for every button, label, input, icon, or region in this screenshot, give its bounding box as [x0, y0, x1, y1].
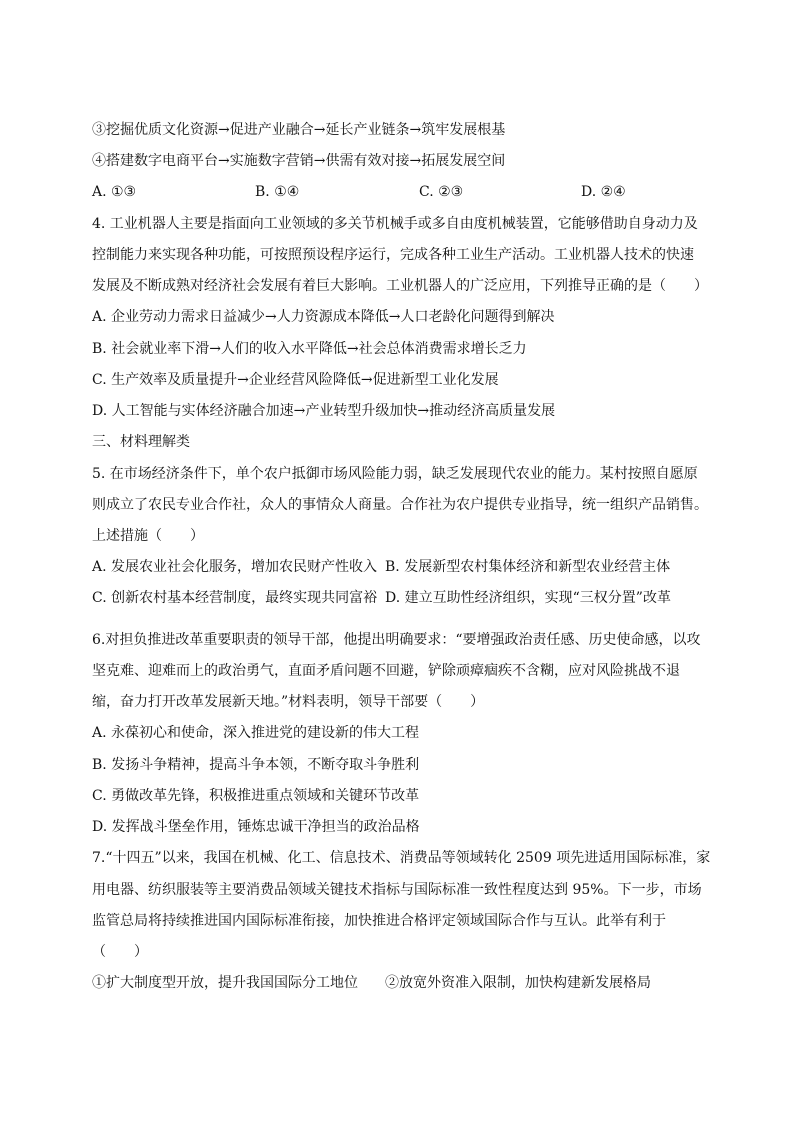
q7-item-1: ①扩大制度型开放，提升我国国际分工地位	[92, 975, 358, 991]
q5-option-a: A. 发展农业社会化服务，增加农民财产性收入	[92, 559, 378, 575]
q7-item-2: ②放宽外资准入限制，加快构建新发展格局	[385, 975, 651, 991]
q4-stem-line-2: 控制能力来实现各种功能，可按照预设程序运行，完成各种工业生产活动。工业机器人技术的快速	[92, 247, 694, 263]
q4-option-b: B. 社会就业率下滑→人们的收入水平降低→社会总体消费需求增长乏力	[92, 341, 527, 357]
q6-stem-line-3: 缩，奋力打开改革发展新天地。”材料表明，领导干部要（ ）	[92, 694, 485, 710]
q3-option-b: B. ①④	[255, 184, 300, 200]
q3-option-c: C. ②③	[419, 184, 464, 200]
q3-item-3: ③挖掘优质文化资源→促进产业融合→延长产业链条→筑牢发展根基	[92, 122, 506, 138]
q7-stem-line-4: （ ）	[92, 944, 148, 960]
q5-stem-line-1: 5. 在市场经济条件下，单个农户抵御市场风险能力弱，缺乏发展现代农业的能力。某村按照自愿原	[92, 466, 698, 482]
q3-options	[92, 182, 712, 202]
q6-stem-line-2: 坚克难、迎难而上的政治勇气，直面矛盾问题不回避，铲除顽瘴痼疾不含糊，应对风险挑战不退	[92, 663, 680, 679]
q4-option-a: A. 企业劳动力需求日益减少→人力资源成本降低→人口老龄化问题得到解决	[92, 309, 555, 325]
q5-options-row-2	[92, 588, 712, 608]
q6-option-d: D. 发挥战斗堡垒作用，锤炼忠诚干净担当的政治品格	[92, 819, 420, 835]
q5-options-row-1	[92, 557, 712, 577]
q6-stem-line-1: 6.对担负推进改革重要职责的领导干部，他提出明确要求：“要增强政治责任感、历史使命感，以攻	[92, 632, 701, 648]
section-heading: 三、材料理解类	[92, 434, 190, 450]
q6-option-a: A. 永葆初心和使命，深入推进党的建设新的伟大工程	[92, 725, 420, 741]
q4-stem-line-3: 发展及不断成熟对经济社会发展有着巨大影响。工业机器人的广泛应用，下列推导正确的是（ ）	[92, 278, 708, 294]
q5-option-d: D. 建立互助性经济组织，实现“三权分置”改革	[385, 590, 671, 606]
q5-stem-line-2: 则成立了农民专业合作社，众人的事情众人商量。合作社为农户提供专业指导，统一组织产品销售。	[92, 497, 708, 513]
q7-stem-line-2: 用电器、纺织服装等主要消费品领域关键技术指标与国际标准一致性程度达到 95%。下一步，市场	[92, 882, 702, 898]
q4-option-c: C. 生产效率及质量提升→企业经营风险降低→促进新型工业化发展	[92, 372, 499, 388]
q5-stem-line-3: 上述措施（ ）	[92, 528, 204, 544]
q6-option-b: B. 发扬斗争精神，提高斗争本领，不断夺取斗争胜利	[92, 757, 420, 773]
q4-stem-line-1: 4. 工业机器人主要是指面向工业领域的多关节机械手或多自由度机械装置，它能够借助自身动力及	[92, 216, 698, 232]
q3-option-a: A. ①③	[92, 184, 137, 200]
q3-item-4: ④搭建数字电商平台→实施数字营销→供需有效对接→拓展发展空间	[92, 153, 506, 169]
q4-option-d: D. 人工智能与实体经济融合加速→产业转型升级加快→推动经济高质量发展	[92, 403, 556, 419]
q7-stem-line-1: 7.“十四五”以来，我国在机械、化工、信息技术、消费品等领域转化 2509 项先进适用国际标准，家	[92, 850, 711, 866]
q5-option-c: C. 创新农村基本经营制度，最终实现共同富裕	[92, 590, 378, 606]
q7-stem-line-3: 监管总局将持续推进国内国际标准衔接，加快推进合格评定领域国际合作与互认。此举有利于	[92, 913, 666, 929]
q6-option-c: C. 勇做改革先锋，积极推进重点领域和关键环节改革	[92, 788, 420, 804]
q7-items-row	[92, 973, 712, 993]
q3-option-d: D. ②④	[581, 184, 626, 200]
q5-option-b: B. 发展新型农村集体经济和新型农业经营主体	[385, 559, 671, 575]
